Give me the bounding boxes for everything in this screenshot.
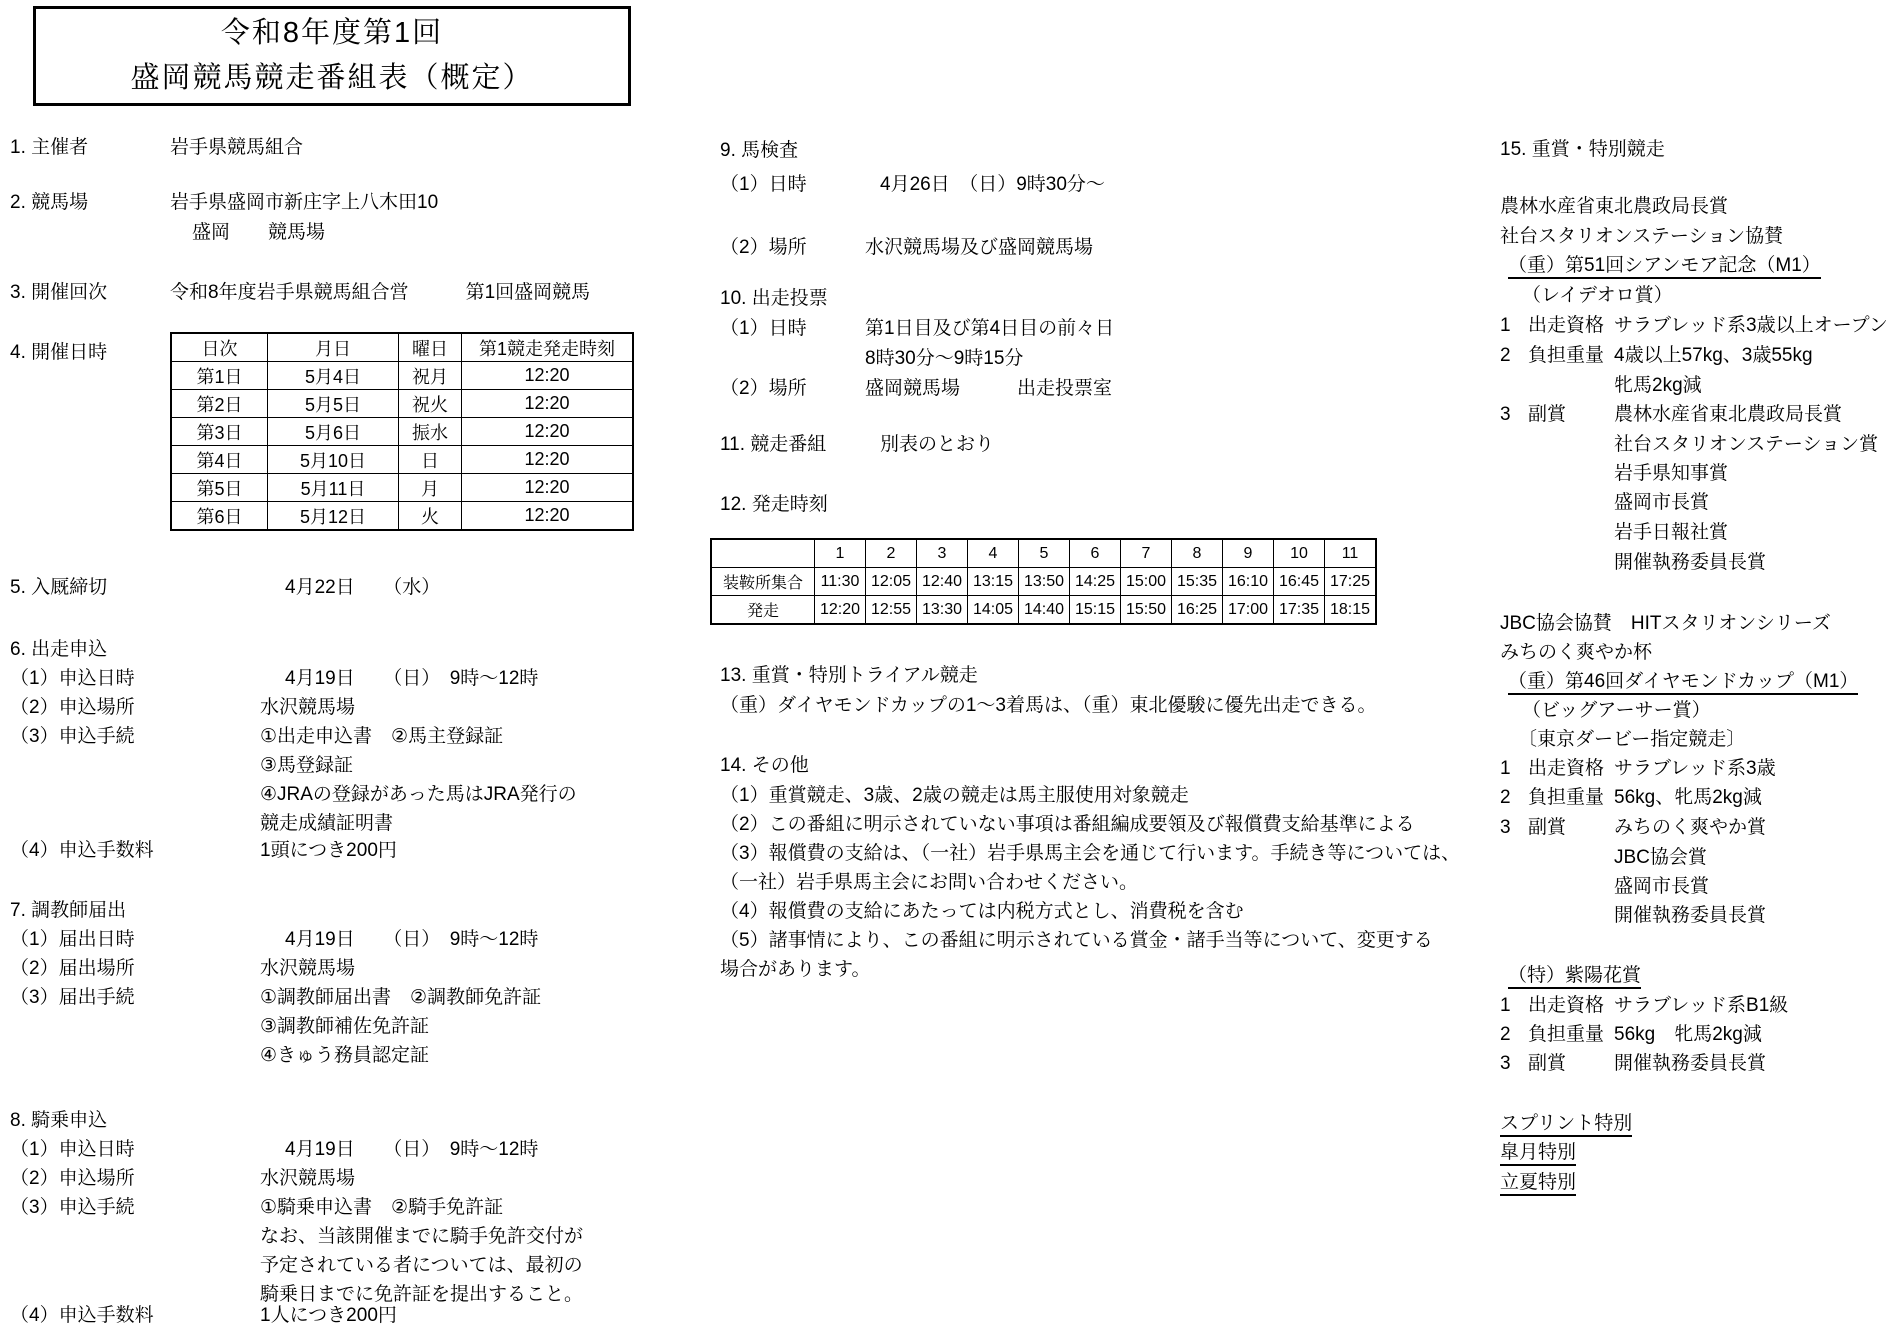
start-time: 12:55 xyxy=(866,596,917,625)
race1-sponsor: 農林水産省東北農政局長賞 xyxy=(1500,196,1729,217)
item-no: 2 xyxy=(1500,787,1511,808)
section-8-cont: 騎乗日までに免許証を提出すること。 xyxy=(260,1284,584,1305)
item-label: 負担重量 xyxy=(1528,1024,1605,1045)
schedule-cell: 5月4日 xyxy=(268,362,399,390)
saddling-time: 16:10 xyxy=(1223,568,1274,596)
item-value: サラブレッド系3歳以上オープン xyxy=(1614,315,1888,336)
saddling-time: 15:00 xyxy=(1121,568,1172,596)
start-time: 17:00 xyxy=(1223,596,1274,625)
row-value: 第1日目及び第4日目の前々日 xyxy=(865,318,1115,339)
section-8-row xyxy=(10,1166,355,1192)
race3-item xyxy=(1500,1051,1766,1077)
row-value: 4月19日 （日） 9時～12時 xyxy=(285,929,539,950)
start-time: 14:05 xyxy=(968,596,1019,625)
row-value: 4月19日 （日） 9時～12時 xyxy=(285,668,539,689)
race1-item-cont: 牝馬2kg減 xyxy=(1614,375,1702,396)
section-6-row xyxy=(10,695,355,721)
saddling-row xyxy=(711,568,1376,596)
schedule-cell: 振水 xyxy=(399,418,462,446)
schedule-row xyxy=(171,362,633,390)
section-14-line: （3）報償費の支給は、（一社）岩手県馬主会を通じて行います。手続き等については、 xyxy=(720,843,1461,864)
start-row xyxy=(711,596,1376,625)
section-14-line: （5）諸事情により、この番組に明示されている賞金・諸手当等について、変更する xyxy=(720,930,1433,951)
race2-item-cont: JBC協会賞 xyxy=(1614,847,1707,868)
section-6-row xyxy=(10,838,397,864)
schedule-cell: 12:20 xyxy=(462,362,634,390)
row-label: （3）届出手続 xyxy=(10,987,135,1008)
section-6-row xyxy=(10,724,503,750)
race-number: 11 xyxy=(1325,539,1377,568)
item-no: 1 xyxy=(1500,315,1511,336)
schedule-row xyxy=(171,418,633,446)
section-8-title: 8. 騎乗申込 xyxy=(10,1110,108,1131)
race-number: 6 xyxy=(1070,539,1121,568)
start-time: 17:35 xyxy=(1274,596,1325,625)
row-value: 水沢競馬場 xyxy=(260,958,356,979)
row-label: （2）申込場所 xyxy=(10,1168,135,1189)
item-no: 2 xyxy=(1500,345,1511,366)
item-no: 3 xyxy=(1500,404,1511,425)
race1-item xyxy=(1500,313,1888,339)
section-10-title: 10. 出走投票 xyxy=(720,288,828,309)
row-label: （1）届出日時 xyxy=(10,929,135,950)
item-value: 開催執務委員長賞 xyxy=(1614,1053,1767,1074)
item-no: 3 xyxy=(1500,1053,1511,1074)
section-10-row xyxy=(720,376,1112,402)
race2-name xyxy=(1508,669,1858,695)
section-9-title: 9. 馬検査 xyxy=(720,140,799,161)
start-time: 18:15 xyxy=(1325,596,1377,625)
section-14-line: 場合があります。 xyxy=(720,959,871,980)
section-5-label: 5. 入厩締切 xyxy=(10,577,108,598)
row-value: 盛岡競馬場 出走投票室 xyxy=(865,378,1113,399)
start-time: 13:30 xyxy=(917,596,968,625)
row-label: （2）申込場所 xyxy=(10,697,135,718)
race1-item xyxy=(1500,402,1842,428)
row-label: （2）届出場所 xyxy=(10,958,135,979)
row-label: （1）日時 xyxy=(720,174,807,195)
row-label: （3）申込手続 xyxy=(10,726,135,747)
section-1 xyxy=(10,135,303,161)
schedule-row xyxy=(171,502,633,531)
saddling-time: 12:05 xyxy=(866,568,917,596)
item-label: 負担重量 xyxy=(1528,787,1605,808)
section-10-row xyxy=(720,316,1114,342)
row-label: （1）申込日時 xyxy=(10,1139,135,1160)
section-8-row xyxy=(10,1137,538,1163)
race2-sponsor: JBC協会協賛 HITスタリオンシリーズ xyxy=(1500,613,1831,634)
section-1-value: 岩手県競馬組合 xyxy=(170,137,304,158)
race-number: 3 xyxy=(917,539,968,568)
schedule-row xyxy=(171,474,633,502)
section-14-line: （4）報償費の支給にあたっては内税方式とし、消費税を含む xyxy=(720,901,1244,922)
saddling-time: 17:25 xyxy=(1325,568,1377,596)
schedule-header: 月日 xyxy=(268,333,399,362)
row-label: （2）場所 xyxy=(720,378,807,399)
item-value: サラブレッド系3歳 xyxy=(1614,758,1776,779)
row-value: 水沢競馬場 xyxy=(260,697,356,718)
item-label: 副賞 xyxy=(1528,817,1567,838)
schedule-header: 第1競走発走時刻 xyxy=(462,333,634,362)
start-label: 発走 xyxy=(711,596,815,625)
row-value: 1人につき200円 xyxy=(260,1305,397,1326)
schedule-header: 日次 xyxy=(171,333,268,362)
race2-item xyxy=(1500,785,1762,811)
section-3-label: 3. 開催回次 xyxy=(10,282,108,303)
page-title-line2: 盛岡競馬競走番組表（概定） xyxy=(130,62,534,94)
schedule-row xyxy=(171,390,633,418)
schedule-header-row xyxy=(171,333,633,362)
section-8-row xyxy=(10,1303,397,1329)
saddling-time: 11:30 xyxy=(815,568,866,596)
section-1-label: 1. 主催者 xyxy=(10,137,89,158)
schedule-cell: 12:20 xyxy=(462,502,634,531)
race-number: 5 xyxy=(1019,539,1070,568)
item-label: 出走資格 xyxy=(1528,995,1605,1016)
times-corner-cell xyxy=(711,539,815,568)
schedule-cell: 日 xyxy=(399,446,462,474)
section-6-title: 6. 出走申込 xyxy=(10,639,108,660)
schedule-cell: 火 xyxy=(399,502,462,531)
item-value: 4歳以上57kg、3歳55kg xyxy=(1614,345,1813,366)
section-9-row xyxy=(720,172,1105,198)
special-race-text: 皐月特別 xyxy=(1500,1142,1576,1166)
race-number: 1 xyxy=(815,539,866,568)
item-value: 農林水産省東北農政局長賞 xyxy=(1614,404,1843,425)
saddling-time: 13:15 xyxy=(968,568,1019,596)
race2-item xyxy=(1500,815,1766,841)
schedule-cell: 5月10日 xyxy=(268,446,399,474)
section-5-value: 4月22日 （水） xyxy=(285,577,441,598)
saddling-time: 12:40 xyxy=(917,568,968,596)
race-number: 9 xyxy=(1223,539,1274,568)
item-label: 負担重量 xyxy=(1528,345,1605,366)
row-value: ①調教師届出書 ②調教師免許証 xyxy=(260,987,542,1008)
race1-name xyxy=(1508,253,1821,279)
schedule-cell: 5月5日 xyxy=(268,390,399,418)
section-2 xyxy=(10,190,438,216)
schedule-cell: 5月11日 xyxy=(268,474,399,502)
section-11 xyxy=(720,432,994,458)
special-race xyxy=(1500,1140,1576,1166)
race1-item-cont: 開催執務委員長賞 xyxy=(1614,552,1767,573)
saddling-time: 16:45 xyxy=(1274,568,1325,596)
race2-name-text: （重）第46回ダイヤモンドカップ（M1） xyxy=(1508,671,1858,695)
page-title-line1: 令和8年度第1回 xyxy=(220,17,444,49)
race2-item xyxy=(1500,756,1776,782)
start-time: 16:25 xyxy=(1172,596,1223,625)
schedule-header: 曜日 xyxy=(399,333,462,362)
section-13-text: （重）ダイヤモンドカップの1～3着馬は、（重）東北優駿に優先出走できる。 xyxy=(720,695,1377,716)
section-10-cont: 8時30分～9時15分 xyxy=(865,348,1024,369)
item-label: 副賞 xyxy=(1528,404,1567,425)
schedule-cell: 第2日 xyxy=(171,390,268,418)
section-11-value: 別表のとおり xyxy=(880,434,995,455)
section-3 xyxy=(10,280,590,306)
times-header-row xyxy=(711,539,1376,568)
section-7-row xyxy=(10,927,538,953)
row-value: ①騎乗申込書 ②騎手免許証 xyxy=(260,1197,504,1218)
schedule-cell: 第3日 xyxy=(171,418,268,446)
section-12-label: 12. 発走時刻 xyxy=(720,494,828,515)
race1-item-cont: 岩手県知事賞 xyxy=(1614,463,1729,484)
race1-sponsor: 社台スタリオンステーション協賛 xyxy=(1500,226,1784,247)
item-no: 1 xyxy=(1500,758,1511,779)
schedule-cell: 祝月 xyxy=(399,362,462,390)
schedule-cell: 第4日 xyxy=(171,446,268,474)
row-value: 1頭につき200円 xyxy=(260,840,397,861)
row-label: （1）申込日時 xyxy=(10,668,135,689)
special-race xyxy=(1500,1170,1576,1196)
item-value: 56kg、牝馬2kg減 xyxy=(1614,787,1762,808)
schedule-cell: 第6日 xyxy=(171,502,268,531)
start-time: 14:40 xyxy=(1019,596,1070,625)
schedule-row xyxy=(171,446,633,474)
schedule-cell: 第5日 xyxy=(171,474,268,502)
special-race-text: 立夏特別 xyxy=(1500,1172,1576,1196)
section-14-line: （2）この番組に明示されていない事項は番組編成要領及び報償費支給基準による xyxy=(720,814,1415,835)
race-number: 2 xyxy=(866,539,917,568)
section-6-cont: 競走成績証明書 xyxy=(260,813,394,834)
section-5 xyxy=(10,575,440,601)
schedule-cell: 第1日 xyxy=(171,362,268,390)
section-2-label: 2. 競馬場 xyxy=(10,192,89,213)
row-label: （2）場所 xyxy=(720,237,807,258)
section-11-label: 11. 競走番組 xyxy=(720,434,827,455)
item-value: 56kg 牝馬2kg減 xyxy=(1614,1024,1762,1045)
schedule-cell: 12:20 xyxy=(462,390,634,418)
start-time: 12:20 xyxy=(815,596,866,625)
schedule-cell: 月 xyxy=(399,474,462,502)
row-value: ①出走申込書 ②馬主登録証 xyxy=(260,726,504,747)
special-race xyxy=(1500,1111,1632,1137)
race2-subname: （ビッグアーサー賞） xyxy=(1522,700,1711,721)
row-label: （4）申込手数料 xyxy=(10,840,154,861)
section-9-row xyxy=(720,235,1093,261)
row-label: （1）日時 xyxy=(720,318,807,339)
section-7-row xyxy=(10,956,355,982)
start-time: 15:50 xyxy=(1121,596,1172,625)
section-3-value: 令和8年度岩手県競馬組合営 第1回盛岡競馬 xyxy=(170,282,591,303)
item-label: 副賞 xyxy=(1528,1053,1567,1074)
item-value: サラブレッド系B1級 xyxy=(1614,995,1789,1016)
item-value: みちのく爽やか賞 xyxy=(1614,817,1767,838)
section-13-title: 13. 重賞・特別トライアル競走 xyxy=(720,665,978,686)
section-7-cont: ④きゅう務員認定証 xyxy=(260,1045,430,1066)
race1-item-cont: 盛岡市長賞 xyxy=(1614,492,1710,513)
race2-subname2: 〔東京ダービー指定競走〕 xyxy=(1518,729,1746,750)
item-no: 1 xyxy=(1500,995,1511,1016)
race3-item xyxy=(1500,1022,1762,1048)
start-times-table xyxy=(710,538,1377,625)
race1-item-cont: 社台スタリオンステーション賞 xyxy=(1614,434,1879,455)
section-6-row xyxy=(10,666,538,692)
race-number: 8 xyxy=(1172,539,1223,568)
title-box xyxy=(33,6,631,106)
schedule-cell: 祝火 xyxy=(399,390,462,418)
start-time: 15:15 xyxy=(1070,596,1121,625)
section-14-line: （1）重賞競走、3歳、2歳の競走は馬主服使用対象競走 xyxy=(720,785,1189,806)
schedule-cell: 5月6日 xyxy=(268,418,399,446)
section-4-label: 4. 開催日時 xyxy=(10,342,108,363)
saddling-time: 15:35 xyxy=(1172,568,1223,596)
schedule-cell: 12:20 xyxy=(462,474,634,502)
section-7-row xyxy=(10,985,541,1011)
race-number: 7 xyxy=(1121,539,1172,568)
section-2-value-2: 盛岡 競馬場 xyxy=(192,222,326,243)
schedule-cell: 12:20 xyxy=(462,446,634,474)
section-8-cont: なお、当該開催までに騎手免許交付が xyxy=(260,1226,584,1247)
race3-name-text: （特）紫陽花賞 xyxy=(1508,965,1641,989)
row-value: 水沢競馬場及び盛岡競馬場 xyxy=(865,237,1094,258)
item-no: 3 xyxy=(1500,817,1511,838)
row-value: 4月19日 （日） 9時～12時 xyxy=(285,1139,539,1160)
item-label: 出走資格 xyxy=(1528,315,1605,336)
race1-item xyxy=(1500,343,1813,369)
race1-name-text: （重）第51回シアンモア記念（M1） xyxy=(1508,255,1821,279)
item-no: 2 xyxy=(1500,1024,1511,1045)
section-8-row xyxy=(10,1195,503,1221)
row-label: （3）申込手続 xyxy=(10,1197,135,1218)
special-race-text: スプリント特別 xyxy=(1500,1113,1632,1137)
section-6-cont: ③馬登録証 xyxy=(260,755,354,776)
schedule-cell: 5月12日 xyxy=(268,502,399,531)
race3-name xyxy=(1508,963,1641,989)
race2-item-cont: 開催執務委員長賞 xyxy=(1614,905,1767,926)
saddling-label: 装鞍所集合 xyxy=(711,568,815,596)
race3-item xyxy=(1500,993,1788,1019)
section-2-value-1: 岩手県盛岡市新庄字上八木田10 xyxy=(170,192,439,213)
section-7-title: 7. 調教師届出 xyxy=(10,900,127,921)
section-15-title: 15. 重賞・特別競走 xyxy=(1500,139,1665,160)
section-8-cont: 予定されている者については、最初の xyxy=(260,1255,583,1276)
race1-subname: （レイデオロ賞） xyxy=(1522,285,1673,306)
section-7-cont: ③調教師補佐免許証 xyxy=(260,1016,430,1037)
row-value: 4月26日 （日）9時30分～ xyxy=(880,174,1105,195)
item-label: 出走資格 xyxy=(1528,758,1605,779)
race1-item-cont: 岩手日報社賞 xyxy=(1614,522,1729,543)
section-14-line: （一社）岩手県馬主会にお問い合わせください。 xyxy=(720,872,1139,893)
schedule-cell: 12:20 xyxy=(462,418,634,446)
row-label: （4）申込手数料 xyxy=(10,1305,154,1326)
race-number: 4 xyxy=(968,539,1019,568)
section-14-title: 14. その他 xyxy=(720,755,809,776)
race-number: 10 xyxy=(1274,539,1325,568)
saddling-time: 13:50 xyxy=(1019,568,1070,596)
saddling-time: 14:25 xyxy=(1070,568,1121,596)
row-value: 水沢競馬場 xyxy=(260,1168,356,1189)
schedule-table xyxy=(170,332,634,531)
race2-sponsor: みちのく爽やか杯 xyxy=(1500,642,1653,663)
section-6-cont: ④JRAの登録があった馬はJRA発行の xyxy=(260,784,577,805)
race2-item-cont: 盛岡市長賞 xyxy=(1614,876,1710,897)
